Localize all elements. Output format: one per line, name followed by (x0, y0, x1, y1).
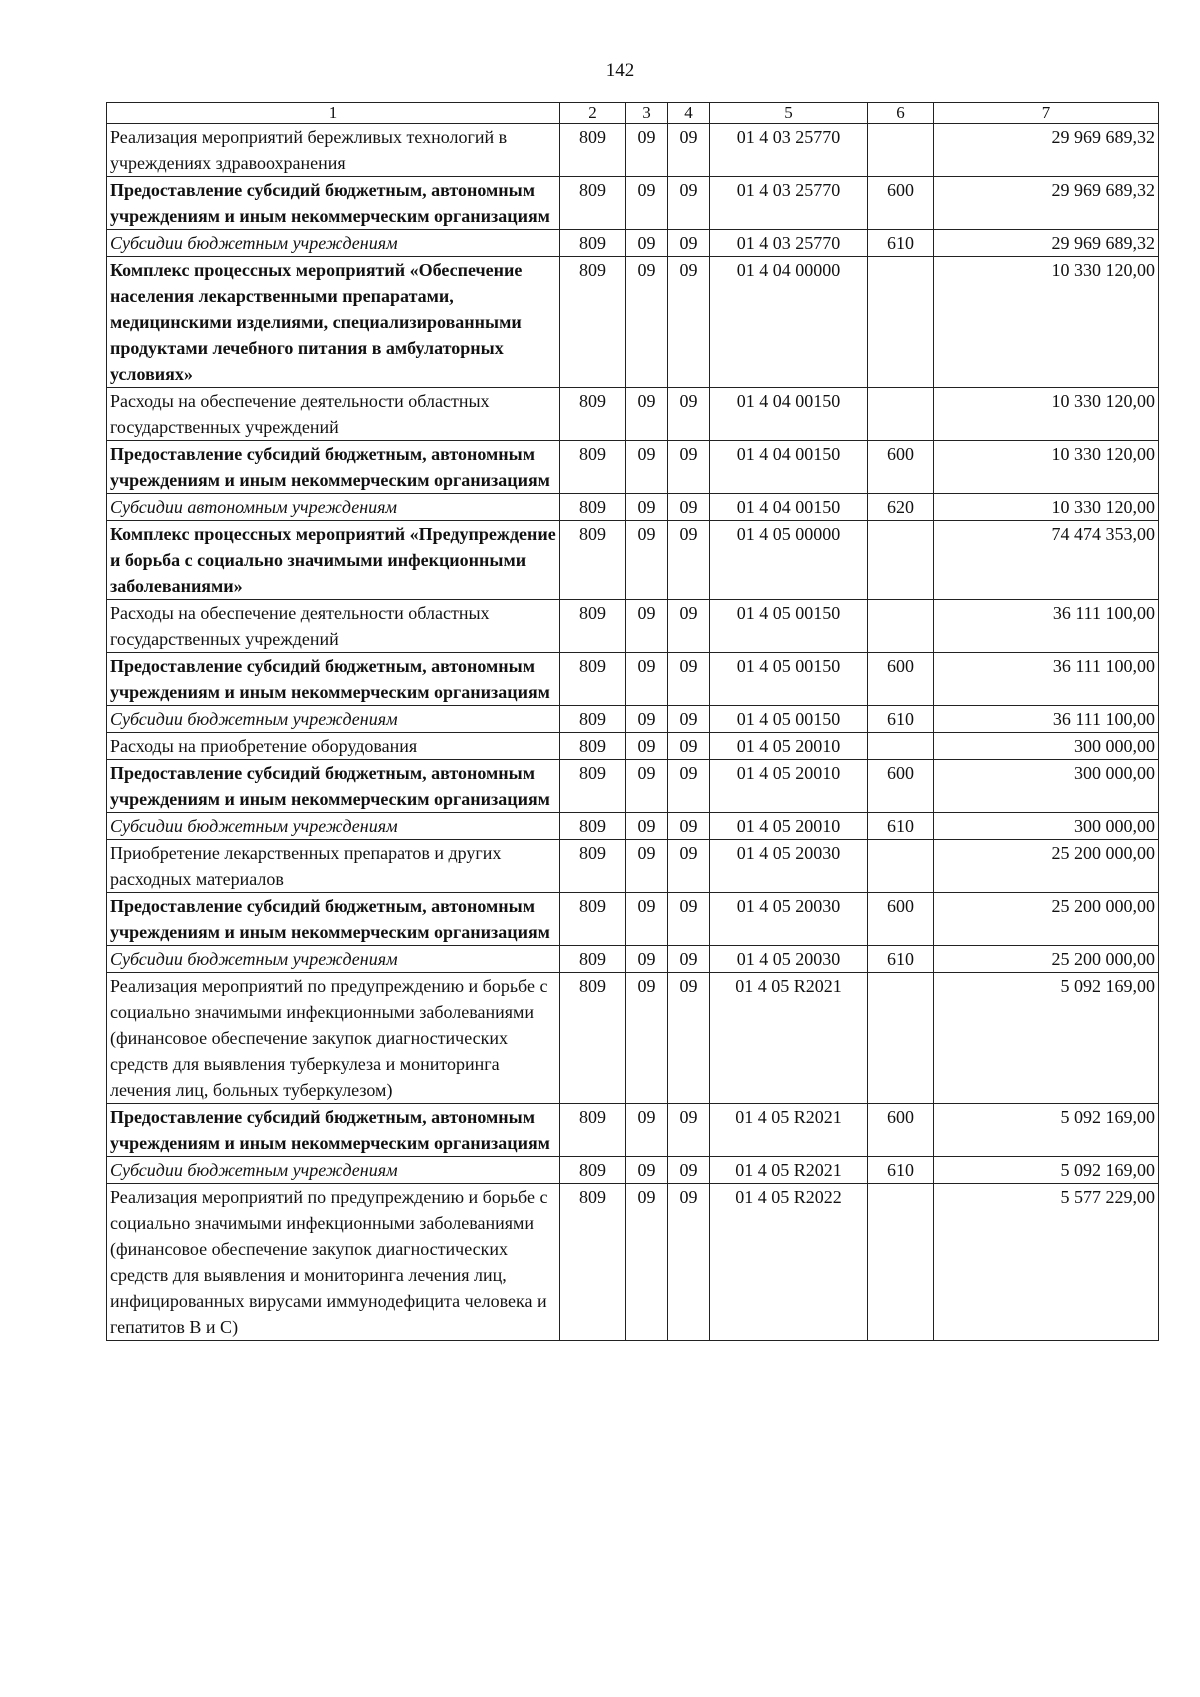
row-subsection-cell: 09 (668, 388, 710, 441)
row-expense-type-cell (868, 973, 934, 1104)
table-row (107, 494, 1159, 521)
row-subsection-cell: 09 (668, 813, 710, 840)
row-ministry-code-cell: 809 (560, 1157, 626, 1184)
row-name-cell: Субсидии бюджетным учреждениям (107, 946, 560, 973)
row-ministry-code-cell: 809 (560, 388, 626, 441)
row-amount-cell: 29 969 689,32 (934, 230, 1159, 257)
row-ministry-code-cell: 809 (560, 494, 626, 521)
row-target-article-cell: 01 4 05 20030 (710, 840, 868, 893)
row-target-article-cell: 01 4 03 25770 (710, 177, 868, 230)
row-ministry-code-cell: 809 (560, 1104, 626, 1157)
row-target-article-cell: 01 4 05 R2021 (710, 1157, 868, 1184)
row-amount-cell: 300 000,00 (934, 733, 1159, 760)
table-row (107, 124, 1159, 177)
row-section-cell: 09 (626, 706, 668, 733)
row-section-cell: 09 (626, 653, 668, 706)
row-name-cell: Реализация мероприятий бережливых технологий в учреждениях здравоохранения (107, 124, 560, 177)
row-amount-cell: 36 111 100,00 (934, 653, 1159, 706)
page-number: 142 (605, 60, 635, 81)
row-ministry-code-cell: 809 (560, 813, 626, 840)
table-row (107, 230, 1159, 257)
row-section-cell: 09 (626, 893, 668, 946)
row-subsection-cell: 09 (668, 257, 710, 388)
row-subsection-cell: 09 (668, 494, 710, 521)
column-header: 4 (668, 103, 710, 124)
row-name-cell: Предоставление субсидий бюджетным, автономным учреждениям и иным некоммерческим организациям (107, 760, 560, 813)
row-section-cell: 09 (626, 973, 668, 1104)
row-subsection-cell: 09 (668, 1184, 710, 1341)
row-subsection-cell: 09 (668, 441, 710, 494)
row-section-cell: 09 (626, 600, 668, 653)
row-expense-type-cell: 600 (868, 177, 934, 230)
row-amount-cell: 10 330 120,00 (934, 388, 1159, 441)
table-row (107, 521, 1159, 600)
row-subsection-cell: 09 (668, 1104, 710, 1157)
row-amount-cell: 5 092 169,00 (934, 1157, 1159, 1184)
table-row (107, 733, 1159, 760)
row-target-article-cell: 01 4 05 R2022 (710, 1184, 868, 1341)
row-ministry-code-cell: 809 (560, 1184, 626, 1341)
row-name-cell: Комплекс процессных мероприятий «Обеспечение населения лекарственными препаратами, медицинскими изделиями, специализированными продуктами лечебного питания в амбулаторных условиях» (107, 257, 560, 388)
row-target-article-cell: 01 4 05 20010 (710, 733, 868, 760)
table-row (107, 1104, 1159, 1157)
table-row (107, 813, 1159, 840)
row-target-article-cell: 01 4 05 R2021 (710, 1104, 868, 1157)
row-section-cell: 09 (626, 230, 668, 257)
row-amount-cell: 36 111 100,00 (934, 706, 1159, 733)
table-row (107, 600, 1159, 653)
row-subsection-cell: 09 (668, 124, 710, 177)
row-amount-cell: 5 092 169,00 (934, 1104, 1159, 1157)
row-expense-type-cell (868, 521, 934, 600)
row-name-cell: Расходы на приобретение оборудования (107, 733, 560, 760)
row-subsection-cell: 09 (668, 893, 710, 946)
budget-table (106, 102, 1159, 1341)
row-subsection-cell: 09 (668, 840, 710, 893)
row-name-cell: Реализация мероприятий по предупреждению и борьбе с социально значимыми инфекционными заболеваниями (финансовое обеспечение закупок диагностических средств для выявления туберкулеза и мониторинга лечения лиц, больных туберкулезом) (107, 973, 560, 1104)
table-row (107, 257, 1159, 388)
row-amount-cell: 10 330 120,00 (934, 441, 1159, 494)
row-ministry-code-cell: 809 (560, 706, 626, 733)
row-amount-cell: 25 200 000,00 (934, 893, 1159, 946)
row-section-cell: 09 (626, 1104, 668, 1157)
row-subsection-cell: 09 (668, 973, 710, 1104)
row-section-cell: 09 (626, 521, 668, 600)
row-ministry-code-cell: 809 (560, 840, 626, 893)
column-header: 1 (107, 103, 560, 124)
row-section-cell: 09 (626, 840, 668, 893)
row-ministry-code-cell: 809 (560, 124, 626, 177)
row-amount-cell: 5 577 229,00 (934, 1184, 1159, 1341)
row-target-article-cell: 01 4 05 00150 (710, 600, 868, 653)
row-subsection-cell: 09 (668, 521, 710, 600)
row-section-cell: 09 (626, 494, 668, 521)
row-section-cell: 09 (626, 760, 668, 813)
row-target-article-cell: 01 4 05 R2021 (710, 973, 868, 1104)
row-subsection-cell: 09 (668, 946, 710, 973)
row-target-article-cell: 01 4 05 20030 (710, 946, 868, 973)
table-row (107, 706, 1159, 733)
row-subsection-cell: 09 (668, 1157, 710, 1184)
row-amount-cell: 10 330 120,00 (934, 494, 1159, 521)
row-subsection-cell: 09 (668, 653, 710, 706)
row-ministry-code-cell: 809 (560, 733, 626, 760)
row-amount-cell: 29 969 689,32 (934, 124, 1159, 177)
row-name-cell: Субсидии автономным учреждениям (107, 494, 560, 521)
row-target-article-cell: 01 4 05 20030 (710, 893, 868, 946)
table-row (107, 177, 1159, 230)
table-row (107, 1157, 1159, 1184)
row-ministry-code-cell: 809 (560, 177, 626, 230)
row-target-article-cell: 01 4 04 00150 (710, 494, 868, 521)
row-target-article-cell: 01 4 05 00150 (710, 706, 868, 733)
row-name-cell: Расходы на обеспечение деятельности областных государственных учреждений (107, 388, 560, 441)
row-section-cell: 09 (626, 813, 668, 840)
column-header: 6 (868, 103, 934, 124)
row-expense-type-cell: 610 (868, 1157, 934, 1184)
row-expense-type-cell (868, 124, 934, 177)
row-expense-type-cell: 600 (868, 893, 934, 946)
row-ministry-code-cell: 809 (560, 946, 626, 973)
row-target-article-cell: 01 4 04 00150 (710, 441, 868, 494)
table-row (107, 973, 1159, 1104)
row-ministry-code-cell: 809 (560, 893, 626, 946)
row-section-cell: 09 (626, 946, 668, 973)
table-row (107, 946, 1159, 973)
row-expense-type-cell: 600 (868, 1104, 934, 1157)
row-expense-type-cell: 610 (868, 230, 934, 257)
row-target-article-cell: 01 4 04 00150 (710, 388, 868, 441)
row-expense-type-cell: 600 (868, 760, 934, 813)
row-section-cell: 09 (626, 388, 668, 441)
row-name-cell: Предоставление субсидий бюджетным, автономным учреждениям и иным некоммерческим организациям (107, 177, 560, 230)
row-name-cell: Субсидии бюджетным учреждениям (107, 706, 560, 733)
row-name-cell: Комплекс процессных мероприятий «Предупреждение и борьба с социально значимыми инфекционными заболеваниями» (107, 521, 560, 600)
row-ministry-code-cell: 809 (560, 441, 626, 494)
row-amount-cell: 29 969 689,32 (934, 177, 1159, 230)
row-expense-type-cell (868, 388, 934, 441)
row-section-cell: 09 (626, 733, 668, 760)
row-section-cell: 09 (626, 1184, 668, 1341)
row-name-cell: Субсидии бюджетным учреждениям (107, 230, 560, 257)
row-name-cell: Приобретение лекарственных препаратов и других расходных материалов (107, 840, 560, 893)
row-expense-type-cell (868, 840, 934, 893)
row-target-article-cell: 01 4 05 20010 (710, 760, 868, 813)
row-target-article-cell: 01 4 03 25770 (710, 124, 868, 177)
row-expense-type-cell: 620 (868, 494, 934, 521)
table-row (107, 760, 1159, 813)
row-subsection-cell: 09 (668, 706, 710, 733)
row-subsection-cell: 09 (668, 600, 710, 653)
row-name-cell: Предоставление субсидий бюджетным, автономным учреждениям и иным некоммерческим организациям (107, 1104, 560, 1157)
row-amount-cell: 74 474 353,00 (934, 521, 1159, 600)
row-name-cell: Предоставление субсидий бюджетным, автономным учреждениям и иным некоммерческим организациям (107, 441, 560, 494)
row-expense-type-cell: 610 (868, 706, 934, 733)
column-header: 7 (934, 103, 1159, 124)
row-name-cell: Субсидии бюджетным учреждениям (107, 813, 560, 840)
row-target-article-cell: 01 4 03 25770 (710, 230, 868, 257)
table-header-row (107, 103, 1159, 124)
row-expense-type-cell: 600 (868, 653, 934, 706)
table-row (107, 388, 1159, 441)
row-name-cell: Расходы на обеспечение деятельности областных государственных учреждений (107, 600, 560, 653)
row-expense-type-cell (868, 733, 934, 760)
column-header: 2 (560, 103, 626, 124)
row-amount-cell: 25 200 000,00 (934, 946, 1159, 973)
row-subsection-cell: 09 (668, 230, 710, 257)
row-expense-type-cell: 610 (868, 813, 934, 840)
row-amount-cell: 5 092 169,00 (934, 973, 1159, 1104)
row-ministry-code-cell: 809 (560, 760, 626, 813)
row-target-article-cell: 01 4 05 20010 (710, 813, 868, 840)
row-ministry-code-cell: 809 (560, 230, 626, 257)
row-name-cell: Реализация мероприятий по предупреждению и борьбе с социально значимыми инфекционными заболеваниями (финансовое обеспечение закупок диагностических средств для выявления и мониторинга лечения лиц, инфицированных вирусами иммунодефицита человека и гепатитов B и C) (107, 1184, 560, 1341)
column-header: 3 (626, 103, 668, 124)
table-row (107, 653, 1159, 706)
row-amount-cell: 300 000,00 (934, 813, 1159, 840)
row-section-cell: 09 (626, 257, 668, 388)
row-subsection-cell: 09 (668, 733, 710, 760)
table-row (107, 1184, 1159, 1341)
row-target-article-cell: 01 4 05 00150 (710, 653, 868, 706)
row-expense-type-cell (868, 257, 934, 388)
row-target-article-cell: 01 4 04 00000 (710, 257, 868, 388)
row-amount-cell: 10 330 120,00 (934, 257, 1159, 388)
table-row (107, 893, 1159, 946)
row-amount-cell: 25 200 000,00 (934, 840, 1159, 893)
row-ministry-code-cell: 809 (560, 973, 626, 1104)
row-target-article-cell: 01 4 05 00000 (710, 521, 868, 600)
row-section-cell: 09 (626, 441, 668, 494)
row-expense-type-cell (868, 600, 934, 653)
row-name-cell: Предоставление субсидий бюджетным, автономным учреждениям и иным некоммерческим организациям (107, 893, 560, 946)
row-expense-type-cell: 610 (868, 946, 934, 973)
row-section-cell: 09 (626, 1157, 668, 1184)
row-section-cell: 09 (626, 124, 668, 177)
table-row (107, 441, 1159, 494)
table-body (107, 103, 1159, 1341)
column-header: 5 (710, 103, 868, 124)
row-ministry-code-cell: 809 (560, 521, 626, 600)
row-subsection-cell: 09 (668, 177, 710, 230)
row-ministry-code-cell: 809 (560, 653, 626, 706)
table-row (107, 840, 1159, 893)
row-amount-cell: 36 111 100,00 (934, 600, 1159, 653)
row-section-cell: 09 (626, 177, 668, 230)
row-ministry-code-cell: 809 (560, 257, 626, 388)
row-name-cell: Субсидии бюджетным учреждениям (107, 1157, 560, 1184)
row-amount-cell: 300 000,00 (934, 760, 1159, 813)
row-expense-type-cell (868, 1184, 934, 1341)
row-subsection-cell: 09 (668, 760, 710, 813)
row-ministry-code-cell: 809 (560, 600, 626, 653)
row-expense-type-cell: 600 (868, 441, 934, 494)
row-name-cell: Предоставление субсидий бюджетным, автономным учреждениям и иным некоммерческим организациям (107, 653, 560, 706)
